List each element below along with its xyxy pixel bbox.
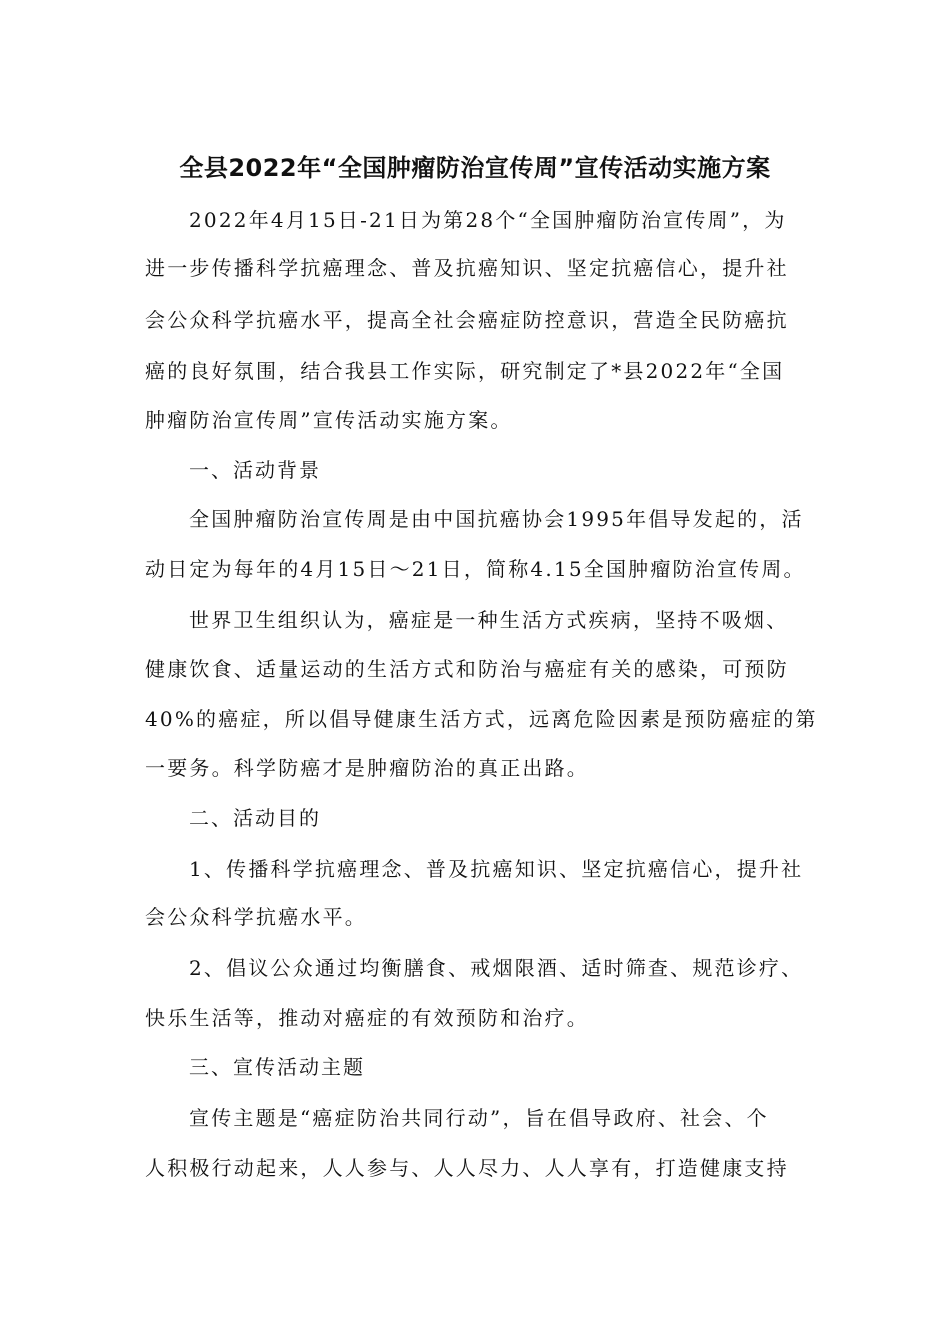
paragraph-intro-line-4: 癌的良好氛围，结合我县工作实际，研究制定了*县2022年“全国 (145, 359, 785, 383)
document-title: 全县2022年“全国肿瘤防治宣传周”宣传活动实施方案 (179, 154, 771, 182)
paragraph-who-line-4: 一要务。科学防癌才是肿瘤防治的真正出路。 (145, 756, 589, 780)
purpose-item-1-line-1: 1、传播科学抗癌理念、普及抗癌知识、坚定抗癌信心，提升社 (189, 857, 804, 881)
paragraph-intro-line-1: 2022年4月15日-21日为第28个“全国肿瘤防治宣传周”，为 (189, 208, 787, 232)
paragraph-intro-line-2: 进一步传播科学抗癌理念、普及抗癌知识、坚定抗癌信心，提升社 (145, 256, 789, 280)
paragraph-who-line-1: 世界卫生组织认为，癌症是一种生活方式疾病，坚持不吸烟、 (189, 608, 789, 632)
paragraph-theme-line-1: 宣传主题是“癌症防治共同行动”，旨在倡导政府、社会、个 (189, 1106, 769, 1130)
paragraph-theme-line-2: 人积极行动起来，人人参与、人人尽力、人人享有，打造健康支持 (145, 1156, 789, 1180)
section-heading-purpose: 二、活动目的 (189, 806, 321, 830)
paragraph-who-line-3: 40%的癌症，所以倡导健康生活方式，远离危险因素是预防癌症的第 (145, 707, 818, 731)
paragraph-intro-line-3: 会公众科学抗癌水平，提高全社会癌症防控意识，营造全民防癌抗 (145, 308, 789, 332)
paragraph-background-line-1: 全国肿瘤防治宣传周是由中国抗癌协会1995年倡导发起的，活 (189, 507, 804, 531)
purpose-item-2-line-1: 2、倡议公众通过均衡膳食、戒烟限酒、适时筛查、规范诊疗、 (189, 956, 804, 980)
purpose-item-1-line-2: 会公众科学抗癌水平。 (145, 905, 367, 929)
purpose-item-2-line-2: 快乐生活等，推动对癌症的有效预防和治疗。 (145, 1006, 589, 1030)
paragraph-background-line-2: 动日定为每年的4月15日～21日，简称4.15全国肿瘤防治宣传周。 (145, 557, 806, 581)
paragraph-who-line-2: 健康饮食、适量运动的生活方式和防治与癌症有关的感染，可预防 (145, 657, 789, 681)
paragraph-intro-line-5: 肿瘤防治宣传周”宣传活动实施方案。 (145, 408, 513, 432)
section-heading-background: 一、活动背景 (189, 458, 321, 482)
section-heading-theme: 三、宣传活动主题 (189, 1055, 365, 1079)
